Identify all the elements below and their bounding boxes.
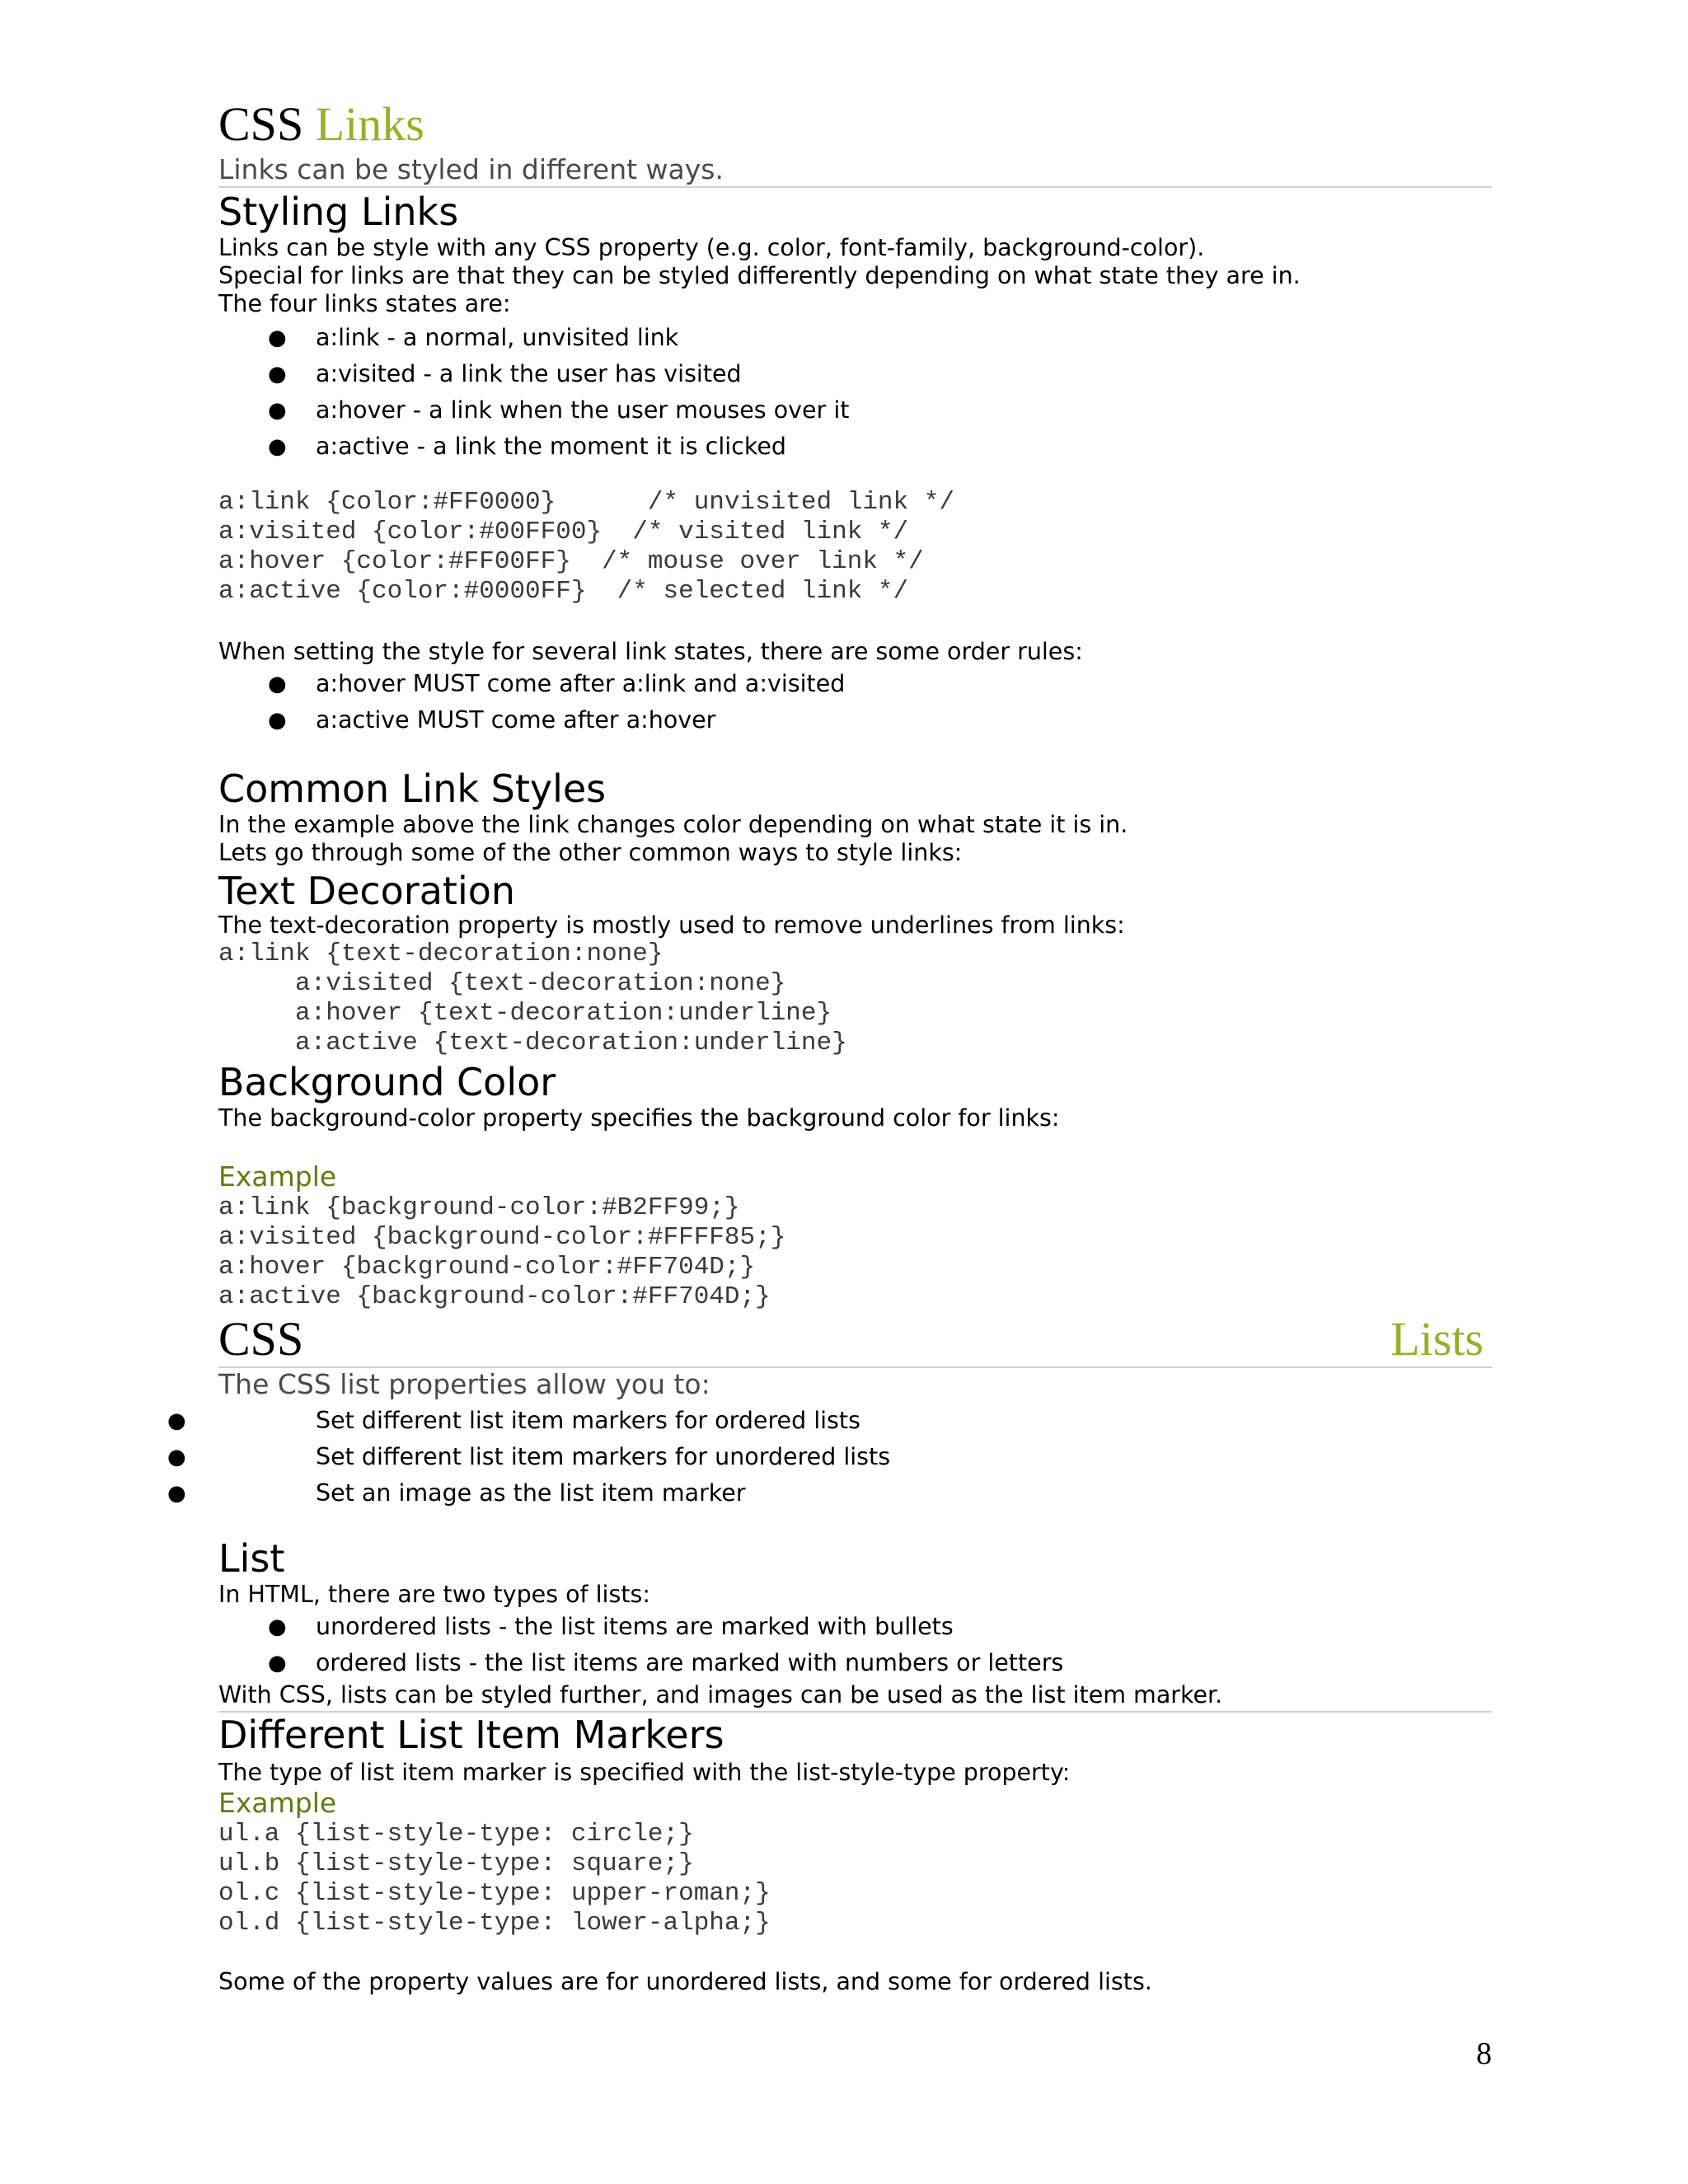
heading-list-item-markers: Different List Item Markers xyxy=(218,1713,724,1757)
list-item: ● Set different list item markers for ordered lists xyxy=(0,1403,574,1439)
list-intro: In HTML, there are two types of lists: xyxy=(218,1581,650,1608)
background-color-code: a:link {background-color:#B2FF99;} a:visited {background-color:#FFFF85;} a:hover {background-color:#FF704D;} a:active {background-color:#FF704D;} xyxy=(218,1193,786,1311)
heading-common-link-styles: Common Link Styles xyxy=(218,766,607,811)
heading-list: List xyxy=(218,1536,285,1581)
list-item: ● unordered lists - the list items are marked with bullets xyxy=(0,1609,748,1645)
heading-styling-links: Styling Links xyxy=(218,190,459,234)
order-rules-list xyxy=(0,666,846,738)
bullet-icon: ● xyxy=(268,1615,287,1639)
links-title-accent: Links xyxy=(315,97,424,151)
background-color-intro: The background-color property specifies the background color for links: xyxy=(218,1104,1060,1132)
bullet-icon: ● xyxy=(268,362,287,387)
markers-intro: The type of list item marker is specified with the list-style-type property: xyxy=(218,1759,1071,1786)
page-number: 8 xyxy=(1476,2036,1492,2071)
link-states-code: a:link {color:#FF0000} /* unvisited link */ a:visited {color:#00FF00} /* visited link */ a:hover {color:#FF00FF} /* mouse over link */ a:active {color:#0000FF} /* selected link */ xyxy=(218,488,954,606)
common-styles-intro: In the example above the link changes color depending on what state it is in. Lets go through some of the other common ways to style links: xyxy=(218,811,1128,866)
list-item: ● a:hover MUST come after a:link and a:visited xyxy=(0,666,529,702)
lists-title-prefix: CSS xyxy=(218,1312,304,1366)
heading-text-decoration: Text Decoration xyxy=(218,869,516,913)
markers-code: ul.a {list-style-type: circle;} ul.b {list-style-type: square;} ol.c {list-style-type: upper-roman;} ol.d {list-style-type: lower-alpha;} xyxy=(218,1820,771,1938)
links-title xyxy=(218,97,424,152)
background-example-label: Example xyxy=(218,1160,337,1193)
list-outro: With CSS, lists can be styled further, and images can be used as the list item marker. xyxy=(218,1681,1223,1708)
list-item: ● a:active MUST come after a:hover xyxy=(0,702,529,738)
bullet-icon: ● xyxy=(167,1481,186,1506)
bullet-icon: ● xyxy=(268,434,287,459)
bullet-icon: ● xyxy=(167,1445,186,1469)
list-item: ● a:active - a link the moment it is clicked xyxy=(0,429,533,465)
list-item: ● a:link - a normal, unvisited link xyxy=(0,320,533,356)
text-decoration-intro: The text-decoration property is mostly used to remove underlines from links: xyxy=(218,912,1125,939)
bullet-icon: ● xyxy=(268,672,287,696)
links-title-prefix: CSS xyxy=(218,97,304,151)
markers-example-label: Example xyxy=(218,1787,337,1819)
lists-subtitle: The CSS list properties allow you to: xyxy=(218,1368,710,1400)
order-rules-intro: When setting the style for several link states, there are some order rules: xyxy=(218,638,1083,665)
lists-title-accent: Lists xyxy=(1390,1312,1484,1366)
list-item: ● a:hover - a link when the user mouses over it xyxy=(0,392,533,429)
text-decoration-code: a:link {text-decoration:none} a:visited {text-decoration:none} a:hover {text-decoration:underline} a:active {text-decoration:underline} xyxy=(218,940,847,1057)
list-abilities-list xyxy=(0,1403,891,1511)
bullet-icon: ● xyxy=(268,398,287,423)
link-states-list xyxy=(0,320,850,465)
bullet-icon: ● xyxy=(268,708,287,733)
list-item: ● ordered lists - the list items are marked with numbers or letters xyxy=(0,1645,748,1681)
bullet-icon: ● xyxy=(268,1651,287,1675)
heading-background-color: Background Color xyxy=(218,1060,556,1104)
styling-links-intro: Links can be style with any CSS property (e.g. color, font-family, background-color). Special for links are that they can be styled differently depending on what state they are in. The four links states are: xyxy=(218,234,1301,317)
bullet-icon: ● xyxy=(268,326,287,350)
bullet-icon: ● xyxy=(167,1408,186,1433)
links-divider xyxy=(218,186,1492,188)
markers-outro: Some of the property values are for unordered lists, and some for ordered lists. xyxy=(218,1968,1152,1995)
list-types-list xyxy=(0,1609,1064,1681)
list-item: ● Set an image as the list item marker xyxy=(0,1475,574,1511)
list-item: ● Set different list item markers for unordered lists xyxy=(0,1439,574,1475)
list-item: ● a:visited - a link the user has visited xyxy=(0,356,533,392)
links-subtitle: Links can be styled in different ways. xyxy=(218,153,724,185)
